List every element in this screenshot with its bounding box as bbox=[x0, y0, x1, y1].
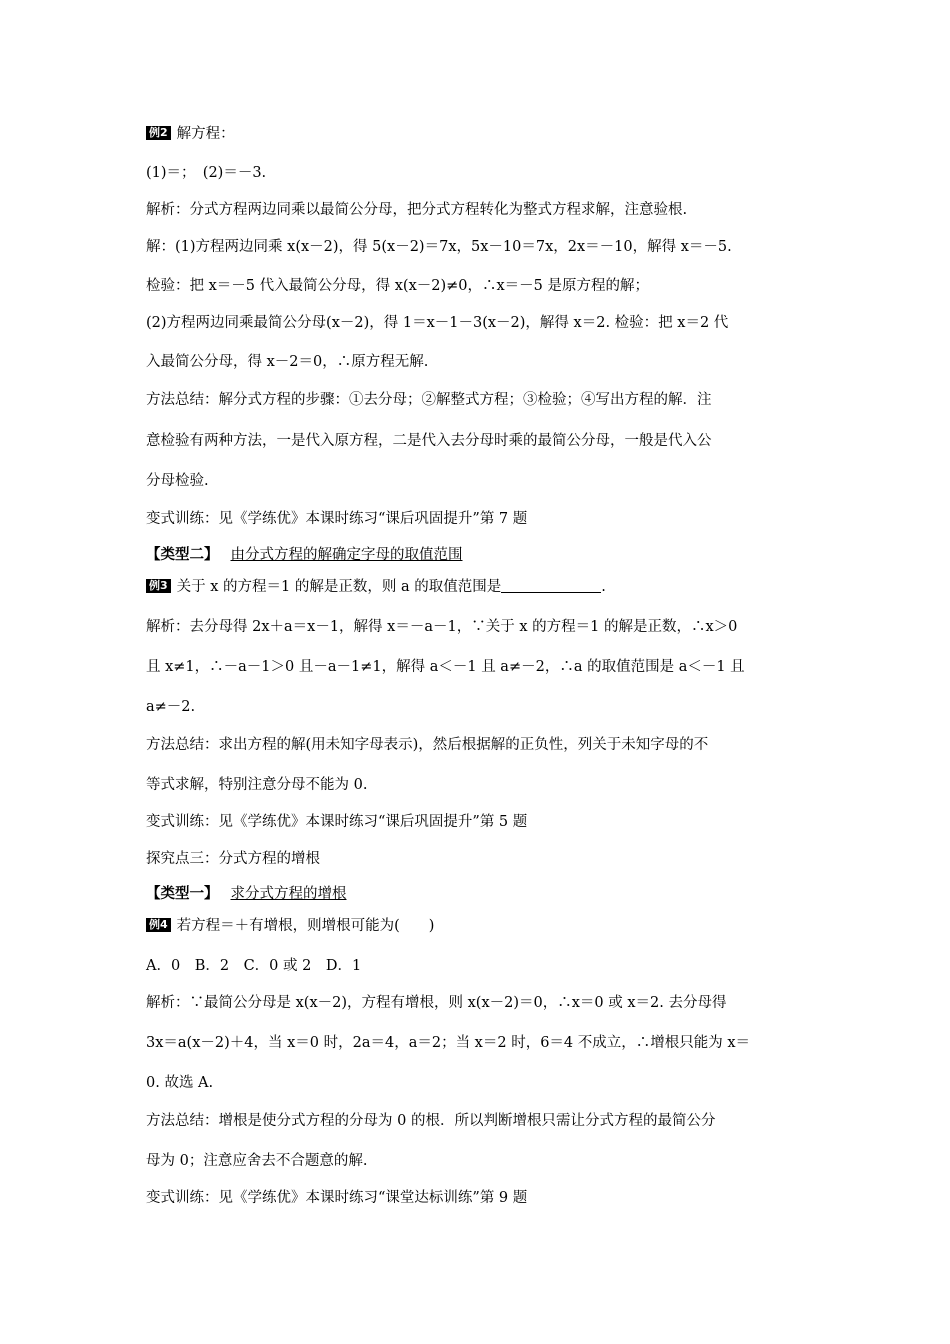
analysis-line: 且 x≠1，∴－a－1＞0 且－a－1≠1，解得 a＜－1 且 a≠－2，∴a 的取值范围是 a＜－1 且 bbox=[146, 659, 745, 675]
solution-line: 解：(1)方程两边同乘 x(x－2)，得 5(x－2)＝7x，5x－10＝7x，2x＝－10，解得 x＝－5. bbox=[146, 239, 732, 255]
method-summary-line: 分母检验. bbox=[146, 473, 209, 489]
example-4-heading: 例4 若方程＝＋有增根，则增根可能为( ) bbox=[146, 916, 434, 936]
method-summary-line: 方法总结：解分式方程的步骤：①去分母；②解整式方程；③检验；④写出方程的解．注 bbox=[146, 392, 712, 408]
example-2-equations: (1)＝； (2)＝－3. bbox=[146, 165, 267, 181]
method-summary-line: 意检验有两种方法，一是代入原方程，二是代入去分母时乘的最简公分母，一般是代入公 bbox=[146, 433, 712, 449]
exercise-reference: 变式训练：见《学练优》本课时练习“课后巩固提升”第 5 题 bbox=[146, 814, 528, 830]
example-badge: 例4 bbox=[146, 918, 171, 932]
answer-blank bbox=[501, 578, 601, 593]
analysis-line: 解析：分式方程两边同乘以最简公分母，把分式方程转化为整式方程求解，注意验根. bbox=[146, 202, 688, 218]
analysis-line: a≠－2. bbox=[146, 699, 196, 715]
analysis-line: 解析：∵最简公分母是 x(x－2)，方程有增根，则 x(x－2)＝0，∴x＝0 或 x＝2. 去分母得 bbox=[146, 995, 727, 1011]
method-summary-line: 方法总结：增根是使分式方程的分母为 0 的根．所以判断增根只需让分式方程的最简公分 bbox=[146, 1113, 716, 1129]
exercise-reference: 变式训练：见《学练优》本课时练习“课后巩固提升”第 7 题 bbox=[146, 511, 528, 527]
analysis-line: 解析：去分母得 2x＋a＝x－1，解得 x＝－a－1，∵关于 x 的方程＝1 的解是正数，∴x＞0 bbox=[146, 619, 738, 635]
answer-choices: A．0 B．2 C．0 或 2 D．1 bbox=[146, 958, 362, 974]
analysis-line: 3x＝a(x－2)＋4，当 x＝0 时，2a＝4，a＝2；当 x＝2 时，6＝4 不成立，∴增根只能为 x＝ bbox=[146, 1035, 751, 1051]
method-summary-line: 方法总结：求出方程的解(用未知字母表示)，然后根据解的正负性，列关于未知字母的不 bbox=[146, 737, 709, 753]
example-3-heading: 例3 关于 x 的方程＝1 的解是正数，则 a 的取值范围是 . bbox=[146, 577, 606, 597]
type-heading: 【类型二】 由分式方程的解确定字母的取值范围 bbox=[146, 546, 463, 563]
solution-line: 入最简公分母，得 x－2＝0，∴原方程无解. bbox=[146, 354, 429, 370]
example-2-heading: 例2 解方程： bbox=[146, 124, 235, 144]
type-heading: 【类型一】 求分式方程的增根 bbox=[146, 885, 347, 902]
solution-line: (2)方程两边同乘最简公分母(x－2)，得 1＝x－1－3(x－2)，解得 x＝2. 检验：把 x＝2 代 bbox=[146, 315, 729, 331]
method-summary-line: 母为 0；注意应舍去不合题意的解. bbox=[146, 1153, 368, 1169]
exercise-reference: 变式训练：见《学练优》本课时练习“课堂达标训练”第 9 题 bbox=[146, 1190, 528, 1206]
example-badge: 例3 bbox=[146, 579, 171, 593]
section-heading: 探究点三：分式方程的增根 bbox=[146, 851, 320, 867]
check-line: 检验：把 x＝－5 代入最简公分母，得 x(x－2)≠0，∴x＝－5 是原方程的解； bbox=[146, 278, 650, 294]
example-badge: 例2 bbox=[146, 126, 171, 140]
method-summary-line: 等式求解，特别注意分母不能为 0. bbox=[146, 777, 368, 793]
analysis-line: 0. 故选 A. bbox=[146, 1075, 214, 1091]
